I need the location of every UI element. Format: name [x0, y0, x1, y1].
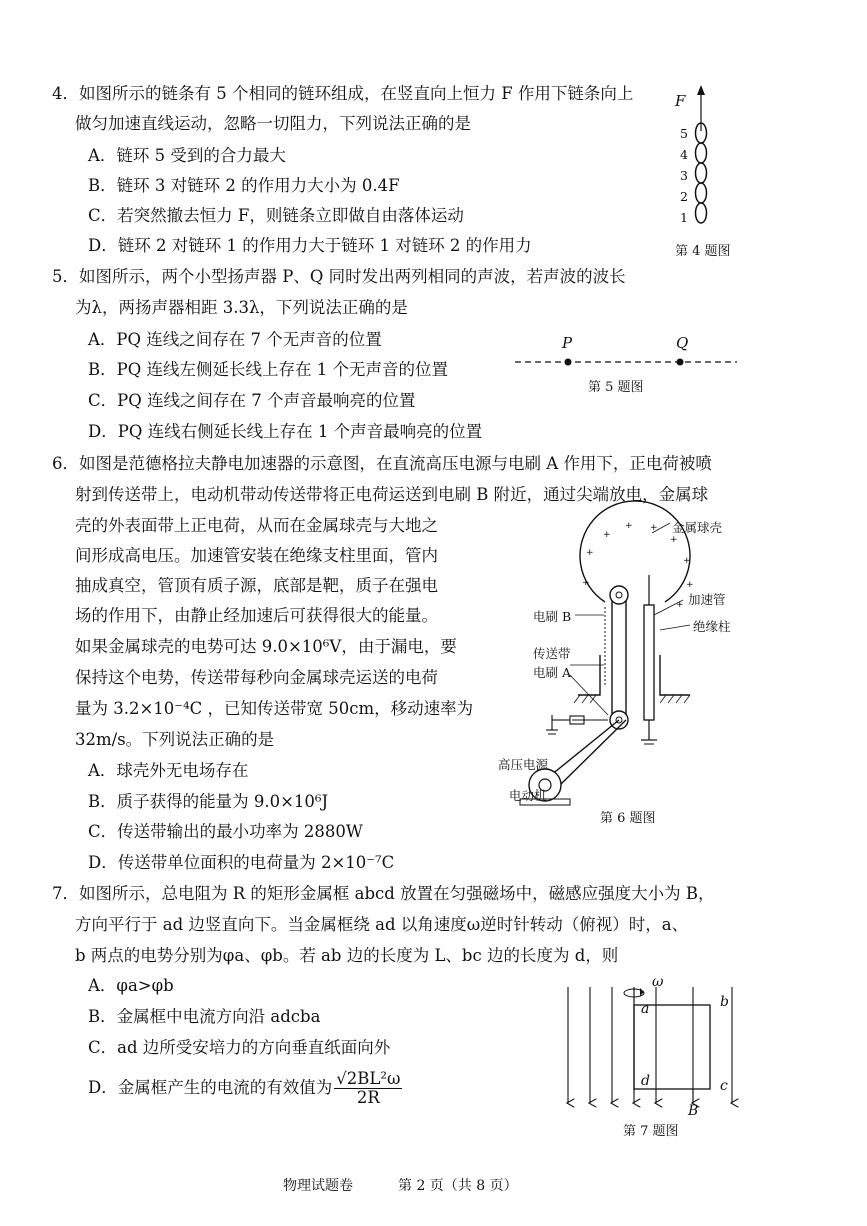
q6-stem-line8: 保持这个电势，传送带每秒向金属球壳运送的电荷	[75, 668, 438, 687]
q7-option-d-text: D．金属框产生的电流的有效值为	[88, 1078, 333, 1097]
q6-stem-line9: 量为 3.2×10⁻⁴C ，已知传送带宽 50cm，移动速率为	[75, 699, 474, 718]
q7-option-a: A．φa>φb	[88, 976, 174, 995]
q6-stem-line2: 射到传送带上，电动机带动传送带将正电荷运送到电刷 B 附近，通过尖端放电，金属球	[75, 485, 709, 504]
field-b-label: B	[688, 1103, 699, 1119]
svg-text:+: +	[582, 578, 590, 588]
brush-a-label: 电刷 A	[533, 665, 572, 680]
chain-number-3: 3	[680, 168, 688, 183]
q6-stem-line7: 如果金属球壳的电势可达 9.0×10⁶V，由于漏电，要	[75, 637, 457, 656]
q7-stem-line2: 方向平行于 ad 边竖直向下。当金属框绕 ad 以角速度ω逆时针转动（俯视）时，a、	[75, 915, 689, 934]
chain-number-4: 4	[680, 147, 688, 162]
corner-b-label: b	[720, 994, 729, 1010]
fraction-numerator: √2BL²ω	[336, 1069, 401, 1088]
motor-label: 电动机	[509, 788, 547, 803]
q7-option-c: C．ad 边所受安培力的方向垂直纸面向外	[88, 1038, 391, 1057]
q7-option-b: B．金属框中电流方向沿 adcba	[88, 1007, 321, 1026]
omega-label: ω	[652, 974, 664, 990]
q4-stem-line2: 做匀加速直线运动，忽略一切阻力，下列说法正确的是	[75, 114, 471, 133]
q5-option-b: B．PQ 连线左侧延长线上存在 1 个无声音的位置	[88, 360, 448, 379]
speaker-line-figure	[515, 355, 737, 369]
q4-figure-caption: 第 4 题图	[675, 244, 731, 259]
svg-text:+: +	[686, 580, 694, 590]
chain-number-2: 2	[680, 189, 688, 204]
q6-option-d: D．传送带单位面积的电荷量为 2×10⁻⁷C	[88, 853, 395, 872]
q5-option-d: D．PQ 连线右侧延长线上存在 1 个声音最响亮的位置	[88, 422, 483, 441]
q5-option-a: A．PQ 连线之间存在 7 个无声音的位置	[88, 330, 382, 349]
svg-text:+: +	[586, 548, 594, 558]
q5-figure-caption: 第 5 题图	[588, 380, 644, 395]
q7-figure-caption: 第 7 题图	[623, 1124, 679, 1139]
accel-tube-label: 加速管	[688, 592, 726, 607]
q4-stem-line1: 4．如图所示的链条有 5 个相同的链环组成，在竖直向上恒力 F 作用下链条向上	[52, 84, 634, 103]
q6-stem-line6: 场的作用下，由静止经加速后可获得很大的能量。	[75, 606, 438, 625]
q6-figure-caption: 第 6 题图	[600, 811, 656, 826]
q6-option-a: A．球壳外无电场存在	[88, 761, 249, 780]
q5-stem-line2: 为λ，两扬声器相距 3.3λ，下列说法正确的是	[75, 298, 408, 317]
q6-option-b: B．质子获得的能量为 9.0×10⁶J	[88, 792, 329, 811]
q6-option-c: C．传送带输出的最小功率为 2880W	[88, 822, 363, 841]
q7-stem-line1: 7．如图所示，总电阻为 R 的矩形金属框 abcd 放置在匀强磁场中，磁感应强度大小为 B，	[52, 884, 715, 903]
q6-stem-line4: 间形成高电压。加速管安装在绝缘支柱里面，管内	[75, 546, 438, 565]
svg-text:+: +	[650, 523, 658, 533]
q6-stem-line5: 抽成真空，管顶有质子源，底部是靶，质子在强电	[75, 576, 438, 595]
chain-number-1: 1	[680, 210, 688, 225]
footer-page-number: 第 2 页（共 8 页）	[398, 1178, 518, 1194]
q5-stem-line1: 5．如图所示，两个小型扬声器 P、Q 同时发出两列相同的声波，若声波的波长	[52, 267, 626, 286]
q6-stem-line10: 32m/s。下列说法正确的是	[75, 730, 275, 749]
chain-number-5: 5	[680, 126, 688, 141]
q6-stem-line1: 6．如图是范德格拉夫静电加速器的示意图，在直流高压电源与电刷 A 作用下，正电荷被喷	[52, 454, 712, 473]
force-f-label: F	[675, 92, 686, 110]
svg-text:+: +	[670, 535, 678, 545]
q4-option-d: D．链环 2 对链环 1 的作用力大于链环 1 对链环 2 的作用力	[88, 236, 532, 255]
q4-option-c: C．若突然撤去恒力 F，则链条立即做自由落体运动	[88, 206, 464, 225]
q4-option-a: A．链环 5 受到的合力最大	[88, 146, 286, 165]
q4-option-b: B．链环 3 对链环 2 的作用力大小为 0.4F	[88, 176, 400, 195]
rms-current-fraction	[334, 1070, 402, 1107]
corner-c-label: c	[720, 1078, 728, 1094]
q6-stem-line3: 壳的外表面带上正电荷，从而在金属球壳与大地之	[75, 516, 438, 535]
q7-stem-line3: b 两点的电势分别为φa、φb。若 ab 边的长度为 L、bc 边的长度为 d，则	[75, 946, 619, 965]
insulating-pillar-label: 绝缘柱	[693, 619, 731, 634]
power-supply-label: 高压电源	[498, 757, 549, 772]
svg-text:+: +	[683, 556, 691, 566]
belt-label: 传送带	[533, 646, 571, 661]
svg-text:+: +	[676, 600, 684, 610]
speaker-p-label: P	[562, 334, 573, 352]
svg-text:+: +	[603, 530, 611, 540]
corner-d-label: d	[641, 1073, 650, 1089]
brush-b-label: 电刷 B	[533, 609, 572, 624]
svg-text:+: +	[625, 521, 633, 531]
corner-a-label: a	[641, 1001, 650, 1017]
q5-option-c: C．PQ 连线之间存在 7 个声音最响亮的位置	[88, 391, 416, 410]
metal-shell-label: 金属球壳	[672, 520, 723, 535]
footer-title: 物理试题卷	[283, 1178, 353, 1194]
speaker-q-label: Q	[676, 334, 689, 352]
q7-option-d	[88, 1070, 402, 1107]
fraction-denominator: 2R	[356, 1088, 380, 1107]
